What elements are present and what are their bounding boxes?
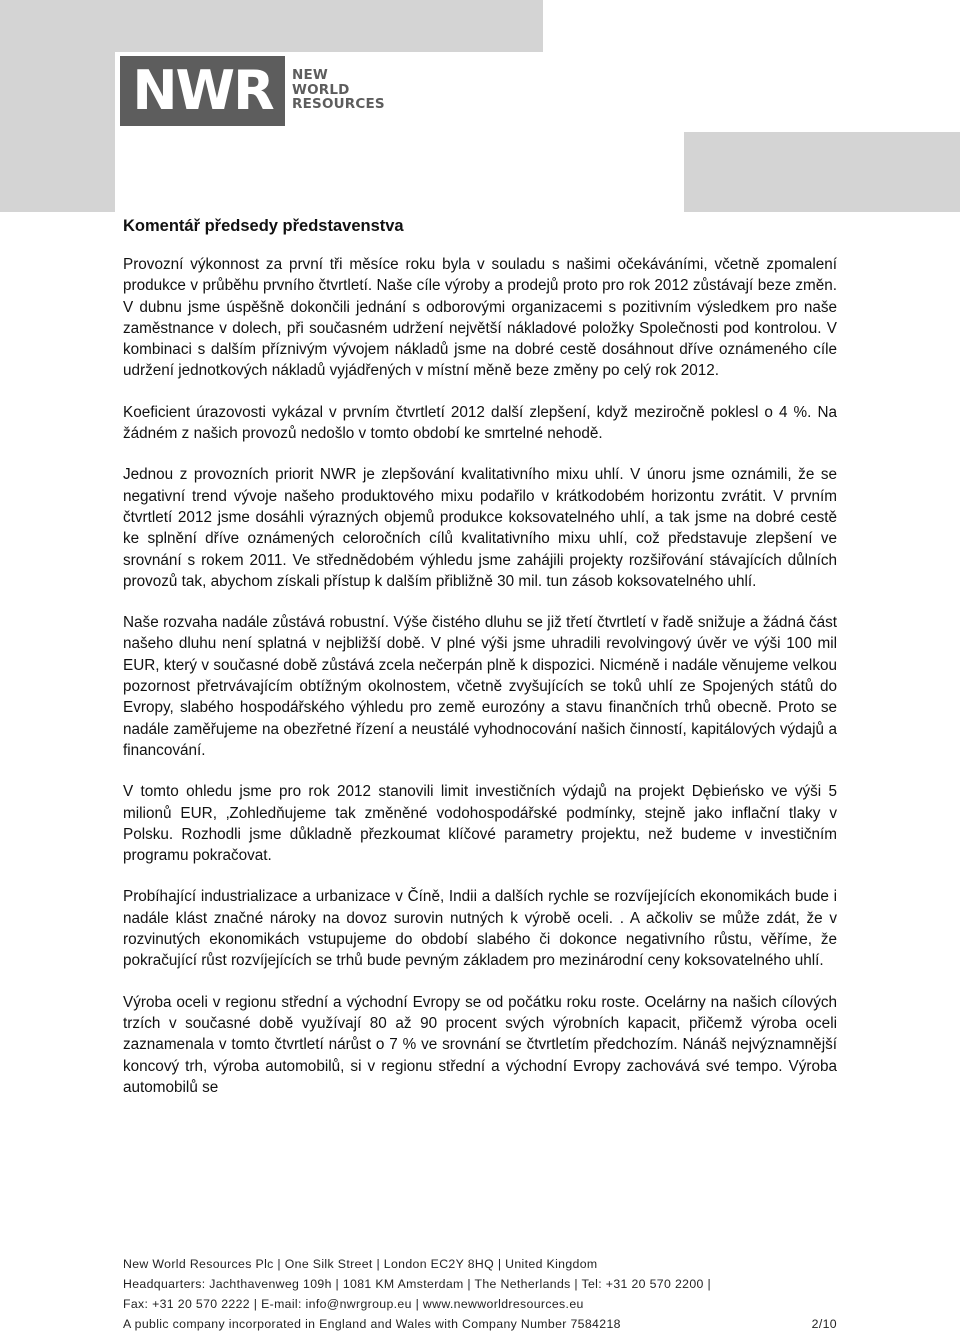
paragraph-operations: Provozní výkonnost za první tři měsíce roku byla v souladu s našimi očekáváními, včetně zpomalení produkce v průběhu prvního čtvrtletí. Naše cíle výroby a prodejů proto pro rok 2012 zůstávají beze změn. V dubnu jsme úspěšně dokončili jednání s odborovými organizacemi s pozitivním výsledkem pro naše zaměstnance v dolech, při současném udržení největší nákladové položky Společnosti pod kontrolou. V kombinaci s dalším příznivým vývojem nákladů jsme na dobré cestě dosáhnout dříve oznámeného cíle udržení jednotkových nákladů vyjádřených v místní měně beze změny po celý rok 2012. bbox=[123, 256, 837, 380]
footer-address: New World Resources Plc | One Silk Street | London EC2Y 8HQ | United Kingdom bbox=[123, 1257, 598, 1271]
page-footer bbox=[123, 1254, 837, 1334]
nwr-logo bbox=[120, 56, 400, 126]
logo-word-world: WORLD bbox=[292, 81, 350, 98]
document-heading: Komentář předsedy představenstva bbox=[123, 217, 404, 235]
nwr-logo-wordmark bbox=[292, 68, 385, 112]
footer-headquarters: Headquarters: Jachthavenweg 109h | 1081 KM Amsterdam | The Netherlands | Tel: +31 20 570 2200 | bbox=[123, 1277, 712, 1291]
logo-word-resources: RESOURCES bbox=[292, 96, 385, 112]
paragraph-industrialization: Probíhající industrializace a urbanizace v Číně, Indii a dalších rychle se rozvíjejících ekonomikách bude i nadále klást značné nároky na dovoz surovin nutných k výrobě oceli. . A ačkoliv se může zdát, že v rozvinutých ekonomikách vstupujeme do období slabého či dokonce negativního růstu, věříme, že pokračující růst rozvíjejících se trhů bude pevným základem pro mezinárodní ceny koksovatelného uhlí. bbox=[123, 888, 837, 970]
paragraph-safety: Koeficient úrazovosti vykázal v prvním čtvrtletí 2012 další zlepšení, když meziročně poklesl o 4 %. Na žádném z našich provozů nedošlo v tomto období ke smrtelné nehodě. bbox=[123, 403, 837, 443]
paragraph-debiensko: V tomto ohledu jsme pro rok 2012 stanovili limit investičních výdajů na projekt Dębieńsko ve výši 5 milionů EUR, ‚Zohledňujeme tak změněné vodohospodářské podmínky, stejně jako inflační tlaky v Polsku. Rozhodli jsme důkladně přezkoumat klíčové parametry projektu, než budeme v investičním programu pokračovat. bbox=[123, 783, 837, 865]
decorative-grey-band-left bbox=[0, 0, 115, 212]
footer-contact: Fax: +31 20 570 2222 | E-mail: info@nwrgroup.eu | www.newworldresources.eu bbox=[123, 1297, 584, 1311]
decorative-grey-block-right bbox=[684, 132, 960, 212]
logo-word-new: NEW bbox=[292, 67, 329, 83]
document-body bbox=[123, 254, 837, 1098]
footer-company-row bbox=[123, 1314, 837, 1334]
footer-company-registration: A public company incorporated in England and Wales with Company Number 7584218 bbox=[123, 1317, 621, 1331]
nwr-logo-mark-text: NWR bbox=[132, 59, 273, 122]
page-number: 2/10 bbox=[811, 1317, 837, 1331]
nwr-logo-mark bbox=[120, 56, 285, 126]
paragraph-steel-production: Výroba oceli v regionu střední a východní Evropy se od počátku roku roste. Ocelárny na našich cílových trzích v současné době využívají 80 až 90 procent svých výrobních kapacit, přičemž výroba oceli zaznamenala v tomto čtvrtletí nárůst o 7 % ve srovnání se čtvrtletím předchozím. Nánáš nejvýznamnější koncový trh, výroba automobilů, si v regionu střední a východní Evropy zachovává své tempo. Výroba automobilů se bbox=[123, 993, 837, 1096]
paragraph-balance-sheet: Naše rozvaha nadále zůstává robustní. Výše čistého dluhu se již třetí čtvrtletí v řadě snižuje a žádná část našeho dluhu není splatná v nejbližší době. V plné výši jsme uhradili revolvingový úvěr ve výši 100 mil EUR, který v současné době zůstává zcela nečerpán plně k dispozici. Nicméně i nadále věnujeme velkou pozornost přetrvávajícím obtížným okolnostem, včetně zvyšujících se toků uhlí ze Spojených států do Evropy, slabého hospodářského výhledu pro země eurozóny a stavu finančních trhů obecně. Proto se nadále zaměřujeme na obezřetné řízení a neustálé vyhodnocování našich činností, kapitálových výdajů a financování. bbox=[123, 614, 837, 759]
paragraph-coal-mix: Jednou z provozních priorit NWR je zlepšování kvalitativního mixu uhlí. V únoru jsme oznámili, že se negativní trend vývoje našeho produktového mixu podařilo v krátkodobém horizontu zvrátit. V prvním čtvrtletí 2012 jsme dosáhli výrazných objemů produkce koksovatelného uhlí, a tak jsme na dobré cestě ke splnění dříve oznámených celoročních cílů kvalitativního mixu uhlí, což představuje zlepšení ve srovnání s rokem 2011. Ve střednědobém výhledu jsme zahájili projekty rozšiřování stávajících důlních provozů tak, abychom získali přístup k dalším přibližně 30 mil. tun zásob koksovatelného uhlí. bbox=[123, 466, 837, 590]
